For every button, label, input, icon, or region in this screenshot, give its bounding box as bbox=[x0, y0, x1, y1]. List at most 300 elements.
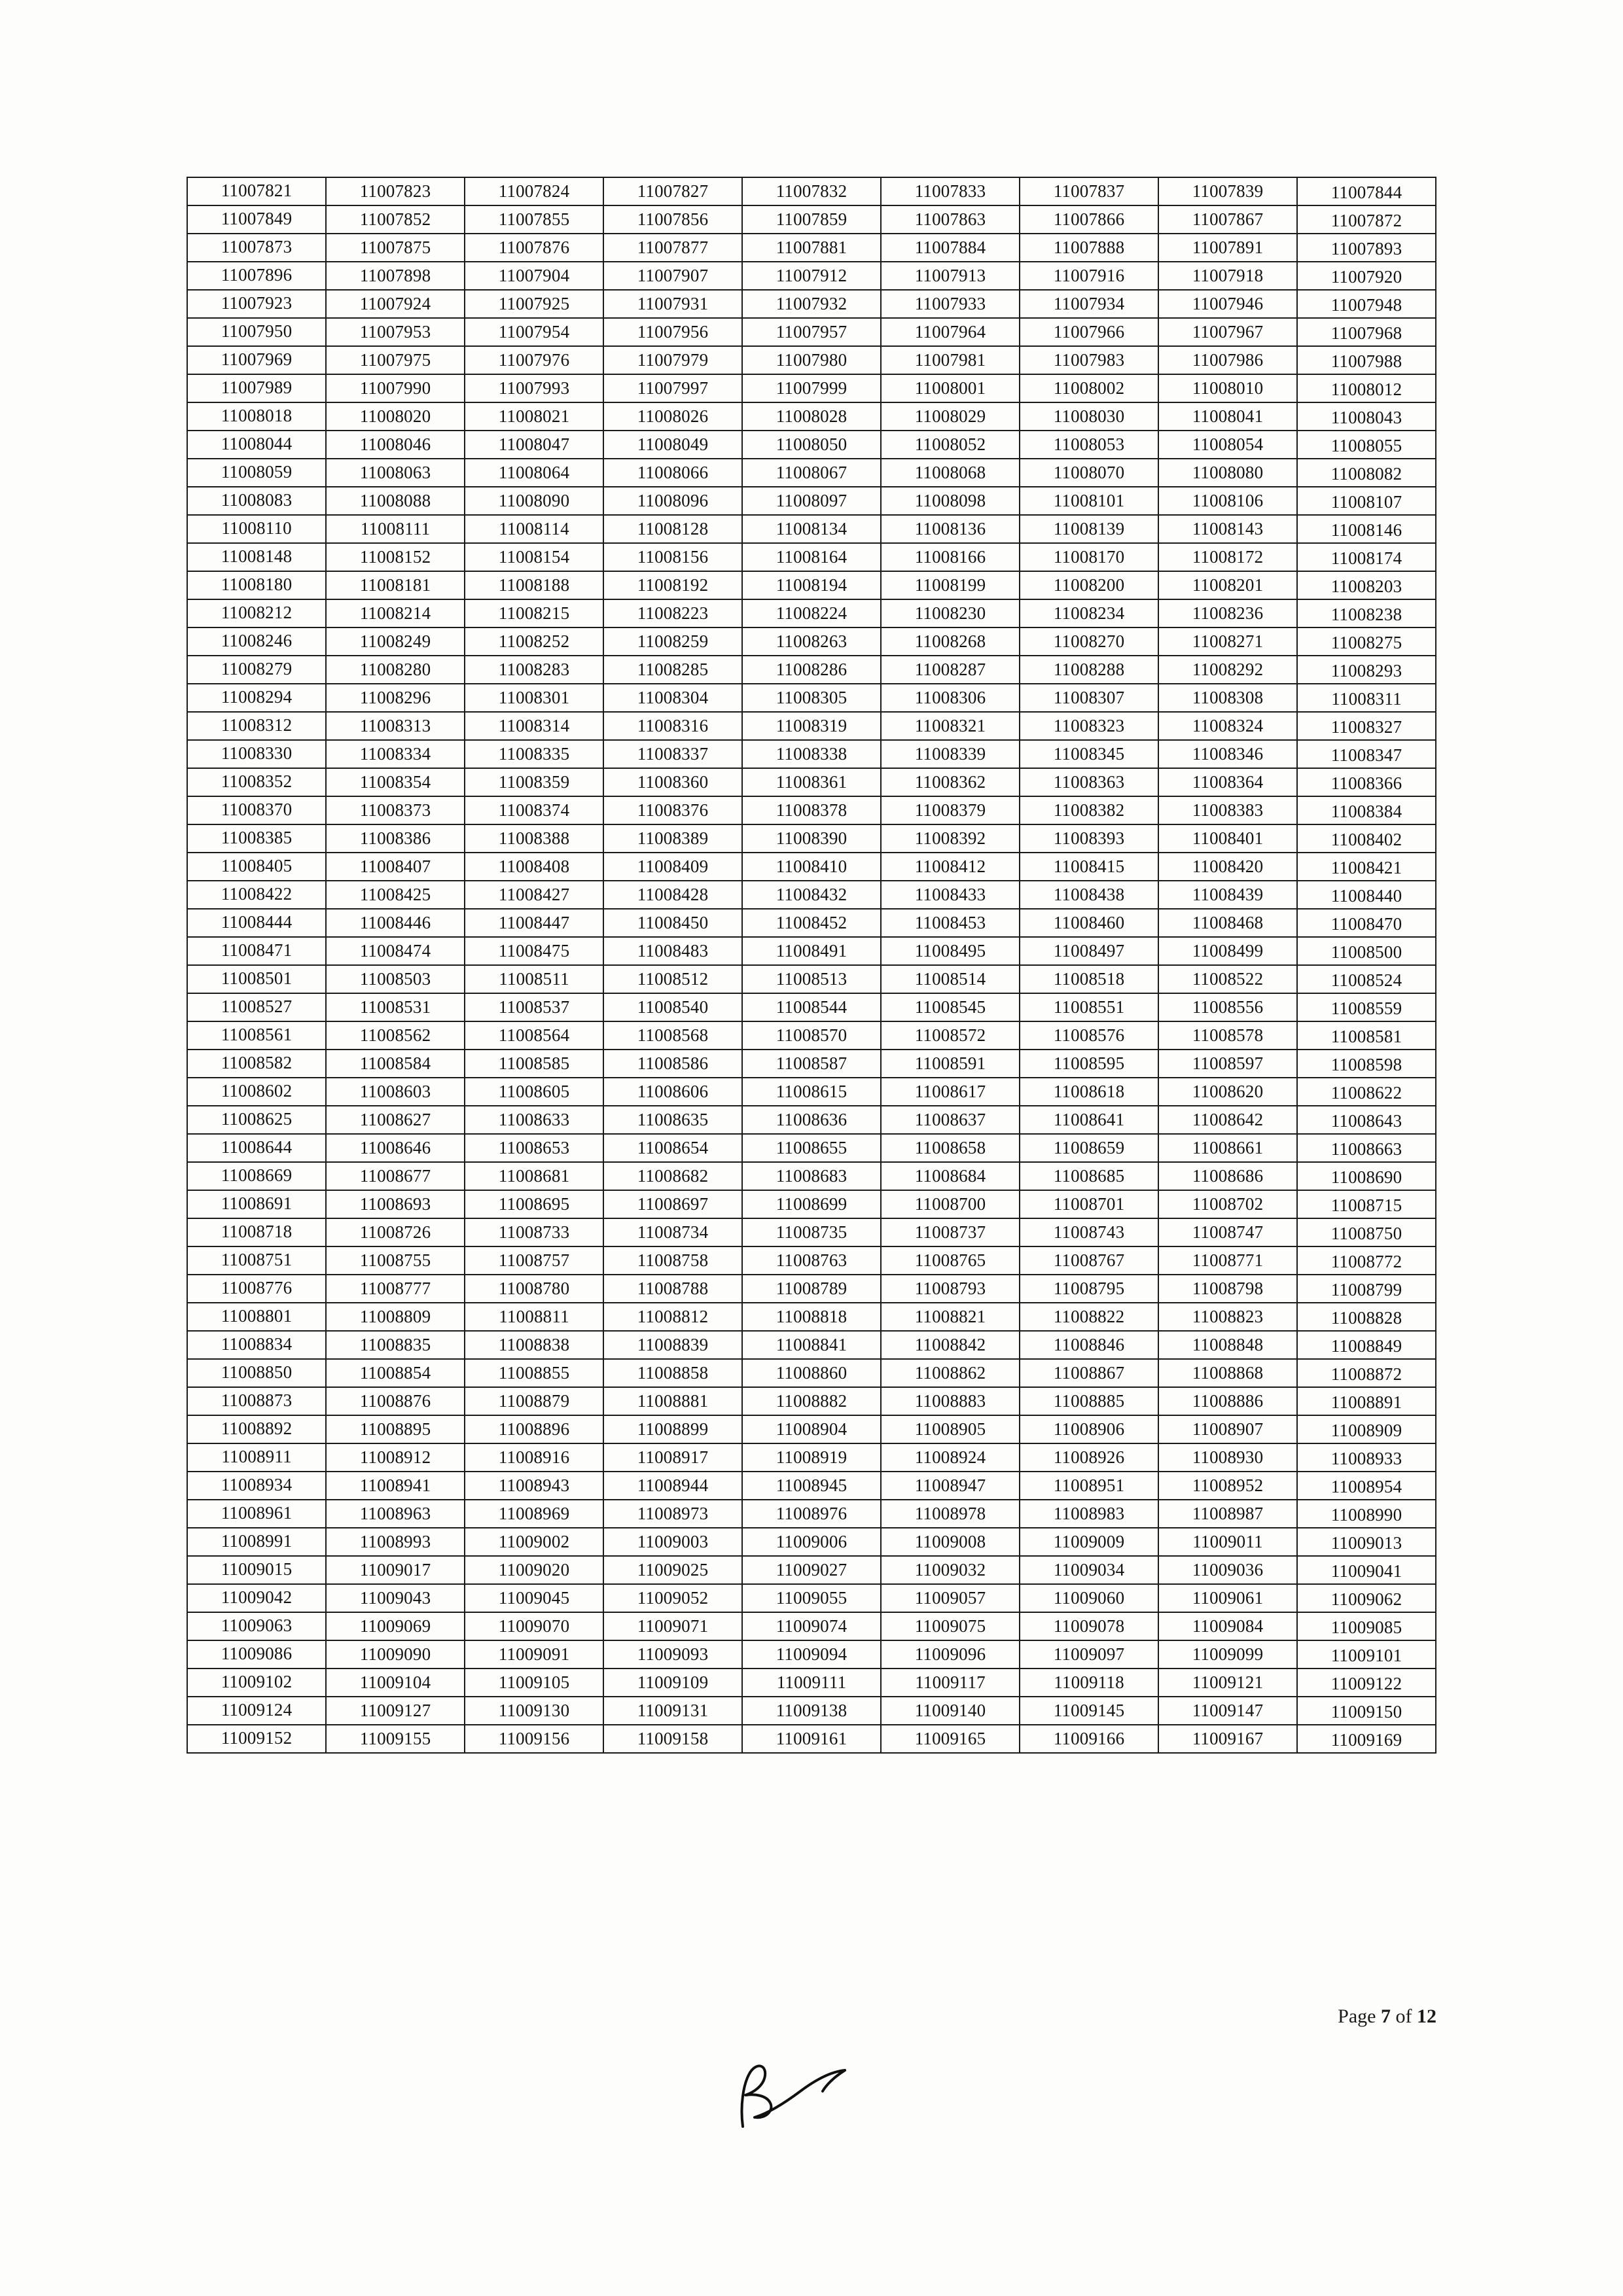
roll-number-cell: 11007997 bbox=[603, 374, 742, 402]
roll-number-cell: 11008334 bbox=[326, 740, 465, 768]
roll-number-cell: 11008337 bbox=[603, 740, 742, 768]
roll-number-cell: 11008876 bbox=[326, 1387, 465, 1415]
roll-number-cell: 11009140 bbox=[881, 1697, 1020, 1725]
roll-number-cell: 11008585 bbox=[465, 1050, 603, 1078]
roll-number-cell: 11009131 bbox=[603, 1697, 742, 1725]
roll-number-cell: 11008164 bbox=[742, 543, 881, 571]
roll-number-cell: 11007983 bbox=[1020, 346, 1158, 374]
roll-number-cell: 11008170 bbox=[1020, 543, 1158, 571]
roll-number-cell: 11008499 bbox=[1158, 937, 1297, 965]
roll-number-cell: 11008637 bbox=[881, 1106, 1020, 1134]
roll-number-cell: 11009041 bbox=[1297, 1557, 1436, 1585]
roll-number-cell: 11008194 bbox=[742, 571, 881, 599]
roll-number-cell: 11007907 bbox=[603, 262, 742, 290]
roll-number-cell: 11008661 bbox=[1158, 1134, 1297, 1162]
roll-number-cell: 11008663 bbox=[1297, 1135, 1436, 1163]
roll-number-cell: 11008064 bbox=[465, 459, 603, 487]
roll-number-cell: 11008001 bbox=[881, 374, 1020, 402]
roll-number-cell: 11008275 bbox=[1297, 629, 1436, 657]
roll-number-cell: 11008361 bbox=[742, 768, 881, 796]
roll-number-cell: 11008763 bbox=[742, 1246, 881, 1275]
roll-number-cell: 11008693 bbox=[326, 1190, 465, 1218]
table-row bbox=[187, 1303, 1436, 1331]
roll-number-cell: 11008021 bbox=[465, 402, 603, 431]
roll-number-cell: 11008107 bbox=[1297, 488, 1436, 516]
roll-number-cell: 11008354 bbox=[326, 768, 465, 796]
roll-number-cell: 11008427 bbox=[465, 881, 603, 909]
roll-number-cell: 11008954 bbox=[1297, 1473, 1436, 1501]
roll-number-cell: 11008366 bbox=[1297, 769, 1436, 798]
roll-number-cell: 11008872 bbox=[1297, 1360, 1436, 1388]
table-row bbox=[187, 374, 1436, 402]
roll-number-cell: 11008293 bbox=[1297, 657, 1436, 685]
roll-number-cell: 11007873 bbox=[187, 233, 326, 261]
roll-number-cell: 11008392 bbox=[881, 824, 1020, 853]
roll-number-cell: 11008683 bbox=[742, 1162, 881, 1190]
roll-number-cell: 11008562 bbox=[326, 1021, 465, 1050]
roll-number-cell: 11007954 bbox=[465, 318, 603, 346]
table-row bbox=[187, 656, 1436, 684]
roll-number-cell: 11008386 bbox=[326, 824, 465, 853]
roll-number-cell: 11008054 bbox=[1158, 431, 1297, 459]
roll-number-cell: 11009071 bbox=[603, 1612, 742, 1640]
roll-number-cell: 11008374 bbox=[465, 796, 603, 824]
roll-number-cell: 11008447 bbox=[465, 909, 603, 937]
roll-number-cell: 11009127 bbox=[326, 1697, 465, 1725]
roll-number-cell: 11008772 bbox=[1297, 1248, 1436, 1276]
roll-number-cell: 11009036 bbox=[1158, 1556, 1297, 1584]
roll-number-cell: 11008503 bbox=[326, 965, 465, 993]
roll-number-cell: 11008578 bbox=[1158, 1021, 1297, 1050]
roll-number-cell: 11008677 bbox=[326, 1162, 465, 1190]
roll-number-cell: 11009090 bbox=[326, 1640, 465, 1669]
table-row bbox=[187, 627, 1436, 656]
roll-number-cell: 11009042 bbox=[187, 1583, 326, 1612]
roll-number-cell: 11008617 bbox=[881, 1078, 1020, 1106]
roll-number-cell: 11008930 bbox=[1158, 1443, 1297, 1472]
roll-number-cell: 11008384 bbox=[1297, 798, 1436, 826]
roll-number-cell: 11008166 bbox=[881, 543, 1020, 571]
roll-number-cell: 11008973 bbox=[603, 1500, 742, 1528]
roll-number-cell: 11009161 bbox=[742, 1725, 881, 1753]
table-row bbox=[187, 290, 1436, 318]
roll-number-cell: 11008362 bbox=[881, 768, 1020, 796]
roll-number-cell: 11007956 bbox=[603, 318, 742, 346]
roll-number-cell: 11009091 bbox=[465, 1640, 603, 1669]
roll-number-cell: 11008438 bbox=[1020, 881, 1158, 909]
roll-number-cell: 11007867 bbox=[1158, 205, 1297, 234]
roll-number-cell: 11009145 bbox=[1020, 1697, 1158, 1725]
roll-number-cell: 11008620 bbox=[1158, 1078, 1297, 1106]
roll-number-cell: 11008943 bbox=[465, 1472, 603, 1500]
roll-number-cell: 11008352 bbox=[187, 768, 326, 796]
roll-number-cell: 11008026 bbox=[603, 402, 742, 431]
roll-number-cell: 11008987 bbox=[1158, 1500, 1297, 1528]
roll-number-cell: 11007957 bbox=[742, 318, 881, 346]
roll-number-cell: 11008598 bbox=[1297, 1051, 1436, 1079]
table-row bbox=[187, 1725, 1436, 1753]
table-row bbox=[187, 318, 1436, 346]
roll-number-cell: 11008319 bbox=[742, 712, 881, 740]
roll-number-cell: 11008726 bbox=[326, 1218, 465, 1246]
roll-number-cell: 11009070 bbox=[465, 1612, 603, 1640]
roll-number-cell: 11008531 bbox=[326, 993, 465, 1021]
roll-number-cell: 11008659 bbox=[1020, 1134, 1158, 1162]
table-row bbox=[187, 824, 1436, 853]
roll-number-cell: 11008765 bbox=[881, 1246, 1020, 1275]
roll-number-cell: 11008522 bbox=[1158, 965, 1297, 993]
roll-number-cell: 11008892 bbox=[187, 1415, 326, 1443]
roll-number-cell: 11007950 bbox=[187, 317, 326, 345]
roll-number-cell: 11007877 bbox=[603, 234, 742, 262]
roll-number-cell: 11008811 bbox=[465, 1303, 603, 1331]
table-row bbox=[187, 993, 1436, 1021]
roll-number-cell: 11007844 bbox=[1297, 179, 1436, 207]
roll-number-cell: 11008868 bbox=[1158, 1359, 1297, 1387]
table-row bbox=[187, 937, 1436, 965]
roll-number-cell: 11008581 bbox=[1297, 1023, 1436, 1051]
roll-number-cell: 11008564 bbox=[465, 1021, 603, 1050]
table-row bbox=[187, 1218, 1436, 1246]
roll-number-cell: 11008595 bbox=[1020, 1050, 1158, 1078]
roll-number-cell: 11009075 bbox=[881, 1612, 1020, 1640]
roll-number-cell: 11009138 bbox=[742, 1697, 881, 1725]
roll-number-cell: 11007821 bbox=[187, 177, 326, 205]
roll-number-cell: 11008513 bbox=[742, 965, 881, 993]
roll-number-cell: 11008471 bbox=[187, 936, 326, 964]
table-row bbox=[187, 1640, 1436, 1669]
roll-number-cell: 11008822 bbox=[1020, 1303, 1158, 1331]
table-row bbox=[187, 1134, 1436, 1162]
roll-number-cell: 11008835 bbox=[326, 1331, 465, 1359]
roll-number-cell: 11008495 bbox=[881, 937, 1020, 965]
roll-number-cell: 11008622 bbox=[1297, 1079, 1436, 1107]
roll-number-cell: 11008858 bbox=[603, 1359, 742, 1387]
roll-number-cell: 11008252 bbox=[465, 627, 603, 656]
roll-number-cell: 11008379 bbox=[881, 796, 1020, 824]
roll-number-cell: 11008393 bbox=[1020, 824, 1158, 853]
roll-number-cell: 11008049 bbox=[603, 431, 742, 459]
table-row bbox=[187, 1584, 1436, 1612]
roll-number-cell: 11008603 bbox=[326, 1078, 465, 1106]
roll-number-cell: 11008067 bbox=[742, 459, 881, 487]
roll-number-cell: 11008969 bbox=[465, 1500, 603, 1528]
roll-number-cell: 11007913 bbox=[881, 262, 1020, 290]
table-row bbox=[187, 571, 1436, 599]
roll-number-cell: 11008410 bbox=[742, 853, 881, 881]
roll-number-cell: 11007925 bbox=[465, 290, 603, 318]
roll-number-cell: 11008644 bbox=[187, 1133, 326, 1161]
roll-number-cell: 11007912 bbox=[742, 262, 881, 290]
table-row bbox=[187, 346, 1436, 374]
roll-number-cell: 11008891 bbox=[1297, 1388, 1436, 1417]
roll-number-cell: 11008821 bbox=[881, 1303, 1020, 1331]
table-row bbox=[187, 1162, 1436, 1190]
roll-number-cell: 11008090 bbox=[465, 487, 603, 515]
roll-number-cell: 11008839 bbox=[603, 1331, 742, 1359]
roll-number-cell: 11007990 bbox=[326, 374, 465, 402]
roll-number-cell: 11007872 bbox=[1297, 207, 1436, 235]
roll-number-cell: 11008128 bbox=[603, 515, 742, 543]
table-row bbox=[187, 1078, 1436, 1106]
roll-number-cell: 11009156 bbox=[465, 1725, 603, 1753]
roll-number-cell: 11008083 bbox=[187, 486, 326, 514]
roll-number-cell: 11008924 bbox=[881, 1443, 1020, 1472]
roll-number-cell: 11008976 bbox=[742, 1500, 881, 1528]
footer-page-number: 7 bbox=[1381, 2005, 1391, 2027]
roll-number-cell: 11008259 bbox=[603, 627, 742, 656]
roll-number-cell: 11008615 bbox=[742, 1078, 881, 1106]
roll-number-cell: 11008751 bbox=[187, 1246, 326, 1274]
roll-number-cell: 11007933 bbox=[881, 290, 1020, 318]
roll-number-cell: 11008686 bbox=[1158, 1162, 1297, 1190]
table-row bbox=[187, 205, 1436, 234]
roll-number-cell: 11008088 bbox=[326, 487, 465, 515]
roll-number-cell: 11008734 bbox=[603, 1218, 742, 1246]
roll-number-cell: 11009002 bbox=[465, 1528, 603, 1556]
roll-number-cell: 11008587 bbox=[742, 1050, 881, 1078]
roll-number-cell: 11007964 bbox=[881, 318, 1020, 346]
roll-number-cell: 11008886 bbox=[1158, 1387, 1297, 1415]
roll-number-cell: 11008271 bbox=[1158, 627, 1297, 656]
table-row bbox=[187, 1500, 1436, 1528]
roll-number-cell: 11008422 bbox=[187, 880, 326, 908]
roll-number-table bbox=[187, 177, 1436, 1754]
roll-number-cell: 11008324 bbox=[1158, 712, 1297, 740]
roll-number-cell: 11008944 bbox=[603, 1472, 742, 1500]
roll-number-cell: 11007837 bbox=[1020, 177, 1158, 205]
roll-number-cell: 11008524 bbox=[1297, 966, 1436, 995]
roll-number-cell: 11008907 bbox=[1158, 1415, 1297, 1443]
roll-number-cell: 11008862 bbox=[881, 1359, 1020, 1387]
roll-number-cell: 11007969 bbox=[187, 345, 326, 374]
roll-number-cell: 11009130 bbox=[465, 1697, 603, 1725]
table-row bbox=[187, 1415, 1436, 1443]
roll-number-cell: 11008750 bbox=[1297, 1220, 1436, 1248]
roll-number-cell: 11008268 bbox=[881, 627, 1020, 656]
roll-number-cell: 11008991 bbox=[187, 1527, 326, 1555]
roll-number-cell: 11008789 bbox=[742, 1275, 881, 1303]
roll-number-cell: 11008234 bbox=[1020, 599, 1158, 627]
roll-number-cell: 11008934 bbox=[187, 1471, 326, 1499]
roll-number-cell: 11009057 bbox=[881, 1584, 1020, 1612]
roll-number-cell: 11008700 bbox=[881, 1190, 1020, 1218]
roll-number-cell: 11008697 bbox=[603, 1190, 742, 1218]
roll-number-cell: 11008873 bbox=[187, 1386, 326, 1415]
roll-number-cell: 11007876 bbox=[465, 234, 603, 262]
roll-number-cell: 11008518 bbox=[1020, 965, 1158, 993]
roll-number-cell: 11008002 bbox=[1020, 374, 1158, 402]
roll-number-cell: 11008643 bbox=[1297, 1107, 1436, 1135]
roll-number-cell: 11009165 bbox=[881, 1725, 1020, 1753]
roll-number-cell: 11008834 bbox=[187, 1330, 326, 1358]
roll-number-cell: 11009102 bbox=[187, 1668, 326, 1696]
roll-number-cell: 11008777 bbox=[326, 1275, 465, 1303]
roll-number-cell: 11008110 bbox=[187, 514, 326, 542]
roll-number-cell: 11008420 bbox=[1158, 853, 1297, 881]
roll-number-cell: 11009027 bbox=[742, 1556, 881, 1584]
roll-number-cell: 11008134 bbox=[742, 515, 881, 543]
roll-number-cell: 11008383 bbox=[1158, 796, 1297, 824]
roll-number-cell: 11008136 bbox=[881, 515, 1020, 543]
roll-number-cell: 11008597 bbox=[1158, 1050, 1297, 1078]
roll-number-cell: 11008511 bbox=[465, 965, 603, 993]
roll-number-cell: 11007948 bbox=[1297, 291, 1436, 319]
roll-number-cell: 11008214 bbox=[326, 599, 465, 627]
roll-number-cell: 11009063 bbox=[187, 1612, 326, 1640]
roll-number-cell: 11009017 bbox=[326, 1556, 465, 1584]
roll-number-cell: 11009111 bbox=[742, 1669, 881, 1697]
roll-number-cell: 11008312 bbox=[187, 711, 326, 739]
roll-number-cell: 11008799 bbox=[1297, 1276, 1436, 1304]
roll-number-cell: 11007859 bbox=[742, 205, 881, 234]
table-row bbox=[187, 1359, 1436, 1387]
roll-number-cell: 11008646 bbox=[326, 1134, 465, 1162]
roll-number-cell: 11008540 bbox=[603, 993, 742, 1021]
roll-number-cell: 11008347 bbox=[1297, 741, 1436, 769]
roll-number-cell: 11007968 bbox=[1297, 319, 1436, 347]
roll-number-cell: 11008307 bbox=[1020, 684, 1158, 712]
roll-number-cell: 11008743 bbox=[1020, 1218, 1158, 1246]
roll-number-cell: 11008070 bbox=[1020, 459, 1158, 487]
table-row bbox=[187, 1190, 1436, 1218]
roll-number-cell: 11008605 bbox=[465, 1078, 603, 1106]
roll-number-cell: 11009085 bbox=[1297, 1614, 1436, 1642]
roll-number-cell: 11008283 bbox=[465, 656, 603, 684]
roll-number-cell: 11009124 bbox=[187, 1696, 326, 1724]
roll-number-cell: 11008568 bbox=[603, 1021, 742, 1050]
roll-number-cell: 11008911 bbox=[187, 1443, 326, 1471]
roll-number-cell: 11008050 bbox=[742, 431, 881, 459]
roll-number-cell: 11008882 bbox=[742, 1387, 881, 1415]
roll-number-cell: 11008841 bbox=[742, 1331, 881, 1359]
roll-number-cell: 11008376 bbox=[603, 796, 742, 824]
roll-number-cell: 11007827 bbox=[603, 177, 742, 205]
roll-number-cell: 11009006 bbox=[742, 1528, 881, 1556]
roll-number-cell: 11007888 bbox=[1020, 234, 1158, 262]
roll-number-cell: 11007896 bbox=[187, 261, 326, 289]
roll-number-cell: 11008203 bbox=[1297, 573, 1436, 601]
roll-number-cell: 11008793 bbox=[881, 1275, 1020, 1303]
roll-number-cell: 11008335 bbox=[465, 740, 603, 768]
roll-number-cell: 11008285 bbox=[603, 656, 742, 684]
table-row bbox=[187, 1472, 1436, 1500]
roll-number-cell: 11009155 bbox=[326, 1725, 465, 1753]
roll-number-cell: 11008881 bbox=[603, 1387, 742, 1415]
roll-number-cell: 11008618 bbox=[1020, 1078, 1158, 1106]
roll-number-cell: 11008798 bbox=[1158, 1275, 1297, 1303]
roll-number-cell: 11007849 bbox=[187, 205, 326, 233]
roll-number-cell: 11008230 bbox=[881, 599, 1020, 627]
roll-number-cell: 11009013 bbox=[1297, 1529, 1436, 1557]
roll-number-cell: 11009015 bbox=[187, 1555, 326, 1583]
roll-number-cell: 11009086 bbox=[187, 1640, 326, 1668]
roll-number-cell: 11008270 bbox=[1020, 627, 1158, 656]
roll-number-cell: 11009117 bbox=[881, 1669, 1020, 1697]
roll-number-cell: 11008327 bbox=[1297, 713, 1436, 741]
roll-number-cell: 11007881 bbox=[742, 234, 881, 262]
roll-number-cell: 11008294 bbox=[187, 683, 326, 711]
roll-number-cell: 11008402 bbox=[1297, 826, 1436, 854]
roll-number-cell: 11008046 bbox=[326, 431, 465, 459]
roll-number-cell: 11007923 bbox=[187, 289, 326, 317]
roll-number-cell: 11008691 bbox=[187, 1190, 326, 1218]
roll-number-cell: 11008174 bbox=[1297, 544, 1436, 573]
roll-number-cell: 11009078 bbox=[1020, 1612, 1158, 1640]
table-row bbox=[187, 1050, 1436, 1078]
roll-number-cell: 11008292 bbox=[1158, 656, 1297, 684]
roll-number-cell: 11008421 bbox=[1297, 854, 1436, 882]
roll-number-cell: 11009096 bbox=[881, 1640, 1020, 1669]
roll-number-cell: 11008382 bbox=[1020, 796, 1158, 824]
roll-number-cell: 11008059 bbox=[187, 458, 326, 486]
roll-number-cell: 11008776 bbox=[187, 1274, 326, 1302]
roll-number-cell: 11008685 bbox=[1020, 1162, 1158, 1190]
table-row bbox=[187, 599, 1436, 627]
roll-number-cell: 11009052 bbox=[603, 1584, 742, 1612]
roll-number-cell: 11008812 bbox=[603, 1303, 742, 1331]
roll-number-cell: 11008584 bbox=[326, 1050, 465, 1078]
roll-number-cell: 11008288 bbox=[1020, 656, 1158, 684]
roll-number-cell: 11008385 bbox=[187, 824, 326, 852]
table-row bbox=[187, 740, 1436, 768]
roll-number-cell: 11009099 bbox=[1158, 1640, 1297, 1669]
roll-number-cell: 11008012 bbox=[1297, 376, 1436, 404]
roll-number-cell: 11008359 bbox=[465, 768, 603, 796]
roll-number-cell: 11008096 bbox=[603, 487, 742, 515]
table-row bbox=[187, 1331, 1436, 1359]
roll-number-cell: 11007979 bbox=[603, 346, 742, 374]
roll-number-cell: 11008501 bbox=[187, 964, 326, 993]
roll-number-cell: 11008933 bbox=[1297, 1445, 1436, 1473]
roll-number-cell: 11008699 bbox=[742, 1190, 881, 1218]
roll-number-cell: 11009003 bbox=[603, 1528, 742, 1556]
roll-number-cell: 11008199 bbox=[881, 571, 1020, 599]
roll-number-cell: 11008345 bbox=[1020, 740, 1158, 768]
table-row bbox=[187, 234, 1436, 262]
roll-number-cell: 11008854 bbox=[326, 1359, 465, 1387]
roll-number-cell: 11008249 bbox=[326, 627, 465, 656]
roll-number-cell: 11007893 bbox=[1297, 235, 1436, 263]
roll-number-cell: 11009043 bbox=[326, 1584, 465, 1612]
roll-number-cell: 11008654 bbox=[603, 1134, 742, 1162]
roll-number-cell: 11008905 bbox=[881, 1415, 1020, 1443]
roll-number-cell: 11008053 bbox=[1020, 431, 1158, 459]
roll-number-cell: 11009105 bbox=[465, 1669, 603, 1697]
roll-number-cell: 11009055 bbox=[742, 1584, 881, 1612]
roll-number-cell: 11008561 bbox=[187, 1021, 326, 1049]
roll-number-cell: 11009074 bbox=[742, 1612, 881, 1640]
roll-number-cell: 11008909 bbox=[1297, 1417, 1436, 1445]
roll-number-cell: 11007898 bbox=[326, 262, 465, 290]
footer-page-label: Page bbox=[1338, 2005, 1376, 2027]
roll-number-cell: 11007988 bbox=[1297, 347, 1436, 376]
roll-number-cell: 11009150 bbox=[1297, 1698, 1436, 1726]
roll-number-cell: 11008475 bbox=[465, 937, 603, 965]
table-row bbox=[187, 402, 1436, 431]
roll-number-cell: 11008586 bbox=[603, 1050, 742, 1078]
roll-number-cell: 11008702 bbox=[1158, 1190, 1297, 1218]
table-row bbox=[187, 1669, 1436, 1697]
roll-number-cell: 11008098 bbox=[881, 487, 1020, 515]
roll-number-cell: 11008838 bbox=[465, 1331, 603, 1359]
roll-number-cell: 11008180 bbox=[187, 571, 326, 599]
roll-number-cell: 11008917 bbox=[603, 1443, 742, 1472]
roll-number-cell: 11008658 bbox=[881, 1134, 1020, 1162]
roll-number-cell: 11008896 bbox=[465, 1415, 603, 1443]
roll-number-cell: 11008236 bbox=[1158, 599, 1297, 627]
roll-number-cell: 11008378 bbox=[742, 796, 881, 824]
